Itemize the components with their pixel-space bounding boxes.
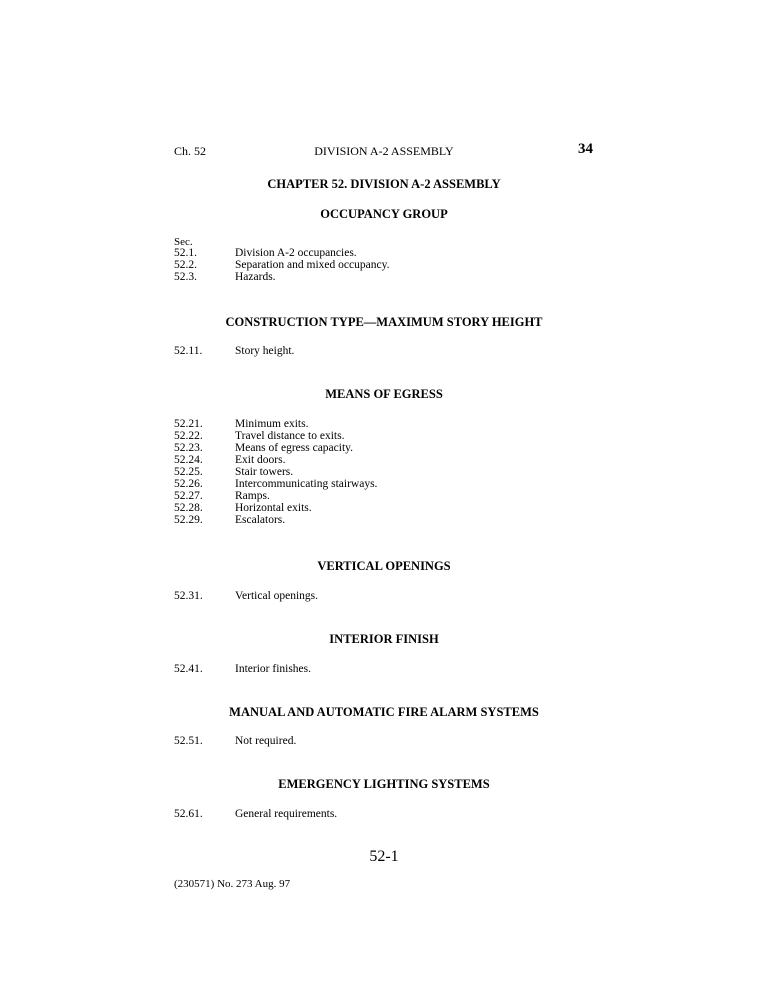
chapter-reference: Ch. 52 xyxy=(174,144,207,158)
section-heading-emergency-lighting: EMERGENCY LIGHTING SYSTEMS xyxy=(278,777,490,791)
section-number: 52.25. xyxy=(174,466,203,478)
section-title: Means of egress capacity. xyxy=(235,442,354,454)
section-title: Story height. xyxy=(235,345,295,357)
section-number: 52.2. xyxy=(174,259,197,271)
page-label: 52-1 xyxy=(369,848,399,865)
header-page-number: 34 xyxy=(578,141,593,157)
section-number: 52.23. xyxy=(174,442,203,454)
section-title: Exit doors. xyxy=(235,454,286,466)
section-number: 52.61. xyxy=(174,808,203,820)
section-title: Travel distance to exits. xyxy=(235,430,345,442)
section-title: Interior finishes. xyxy=(235,663,312,675)
section-title: Ramps. xyxy=(235,490,270,502)
section-number: 52.27. xyxy=(174,490,203,502)
running-header-title: DIVISION A-2 ASSEMBLY xyxy=(314,144,454,158)
section-title: Not required. xyxy=(235,735,297,747)
section-number: 52.22. xyxy=(174,430,203,442)
section-title: Vertical openings. xyxy=(235,590,319,602)
sec-label: Sec. xyxy=(174,236,193,248)
section-number: 52.11. xyxy=(174,345,203,357)
section-number: 52.29. xyxy=(174,514,203,526)
section-number: 52.3. xyxy=(174,271,197,283)
section-number: 52.31. xyxy=(174,590,203,602)
section-heading-construction-type: CONSTRUCTION TYPE—MAXIMUM STORY HEIGHT xyxy=(225,315,543,329)
section-title: General requirements. xyxy=(235,808,338,820)
section-title: Intercommunicating stairways. xyxy=(235,478,378,490)
section-title: Escalators. xyxy=(235,514,286,526)
section-title: Division A-2 occupancies. xyxy=(235,247,357,259)
section-heading-interior-finish: INTERIOR FINISH xyxy=(329,632,439,646)
section-title: Separation and mixed occupancy. xyxy=(235,259,390,271)
section-heading-fire-alarm-systems: MANUAL AND AUTOMATIC FIRE ALARM SYSTEMS xyxy=(229,705,539,719)
section-number: 52.26. xyxy=(174,478,203,490)
section-title: Horizontal exits. xyxy=(235,502,312,514)
section-number: 52.51. xyxy=(174,735,203,747)
section-title: Hazards. xyxy=(235,271,276,283)
section-title: Stair towers. xyxy=(235,466,294,478)
section-number: 52.41. xyxy=(174,663,203,675)
section-title: Minimum exits. xyxy=(235,418,309,430)
section-number: 52.24. xyxy=(174,454,203,466)
chapter-title: CHAPTER 52. DIVISION A-2 ASSEMBLY xyxy=(267,177,501,191)
section-heading-means-of-egress: MEANS OF EGRESS xyxy=(325,387,443,401)
section-number: 52.28. xyxy=(174,502,203,514)
footer-imprint: (230571) No. 273 Aug. 97 xyxy=(174,878,291,890)
section-number: 52.1. xyxy=(174,247,197,259)
section-heading-vertical-openings: VERTICAL OPENINGS xyxy=(317,559,451,573)
section-number: 52.21. xyxy=(174,418,203,430)
section-heading-occupancy-group: OCCUPANCY GROUP xyxy=(320,207,448,221)
